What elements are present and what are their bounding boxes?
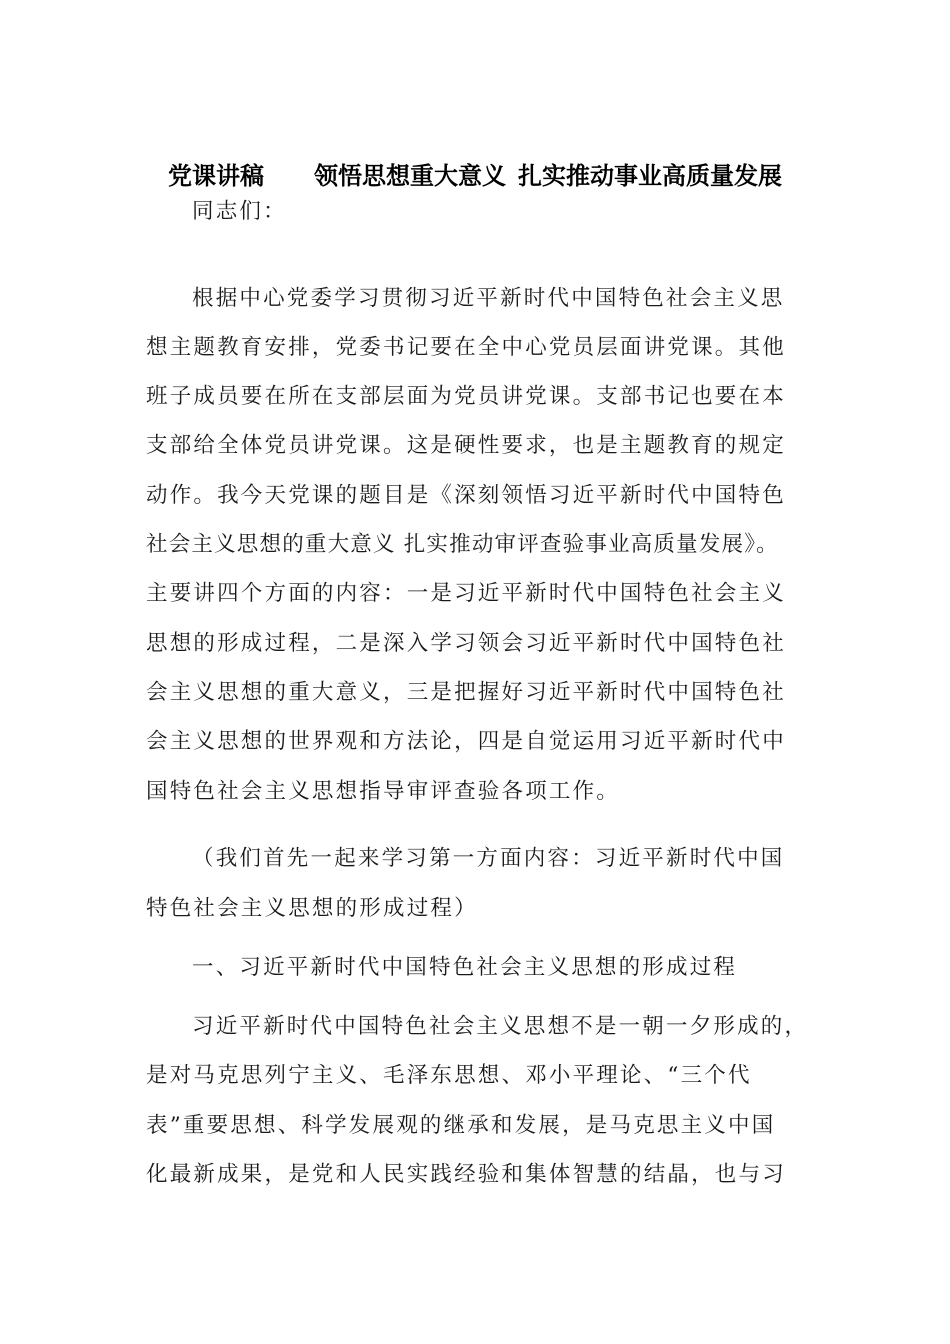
salutation: 同志们： bbox=[192, 199, 287, 224]
paragraph-line: 动作。我今天党课的题目是《深刻领悟习近平新时代中国特色 bbox=[146, 483, 786, 508]
paragraph-line: 习近平新时代中国特色社会主义思想不是一朝一夕形成的， bbox=[192, 1014, 809, 1039]
paragraph-line: 会主义思想的重大意义，三是把握好习近平新时代中国特色社 bbox=[146, 680, 786, 705]
paragraph-line: 国特色社会主义思想指导审评查验各项工作。 bbox=[146, 779, 621, 804]
title-prefix: 党课讲稿 bbox=[168, 162, 264, 190]
title-main: 领悟思想重大意义 bbox=[314, 162, 506, 190]
title-sub: 扎实推动事业高质量发展 bbox=[518, 162, 782, 190]
paragraph-line: 化最新成果，是党和人民实践经验和集体智慧的结晶，也与习 bbox=[146, 1162, 786, 1187]
document-title bbox=[0, 158, 950, 194]
paragraph-line: 支部给全体党员讲党课。这是硬性要求，也是主题教育的规定 bbox=[146, 433, 786, 458]
paragraph-line: 想主题教育安排，党委书记要在全中心党员层面讲党课。其他 bbox=[146, 335, 786, 360]
paragraph-line: 是对马克思列宁主义、毛泽东思想、邓小平理论、“三个代 bbox=[146, 1063, 752, 1088]
paragraph-line: （我们首先一起来学习第一方面内容：习近平新时代中国 bbox=[192, 846, 785, 871]
paragraph-line: 会主义思想的世界观和方法论，四是自觉运用习近平新时代中 bbox=[146, 729, 786, 754]
paragraph-line: 特色社会主义思想的形成过程） bbox=[146, 896, 478, 921]
paragraph-line: 社会主义思想的重大意义 扎实推动审评查验事业高质量发展》。 bbox=[146, 532, 779, 557]
paragraph-line: 根据中心党委学习贯彻习近平新时代中国特色社会主义思 bbox=[192, 286, 785, 311]
paragraph-line: 主要讲四个方面的内容：一是习近平新时代中国特色社会主义 bbox=[146, 581, 786, 606]
paragraph-line: 班子成员要在所在支部层面为党员讲党课。支部书记也要在本 bbox=[146, 384, 786, 409]
paragraph-line: 表”重要思想、科学发展观的继承和发展，是马克思主义中国 bbox=[146, 1113, 776, 1138]
section-heading: 一、习近平新时代中国特色社会主义思想的形成过程 bbox=[192, 955, 738, 980]
paragraph-line: 思想的形成过程，二是深入学习领会习近平新时代中国特色社 bbox=[146, 631, 786, 656]
